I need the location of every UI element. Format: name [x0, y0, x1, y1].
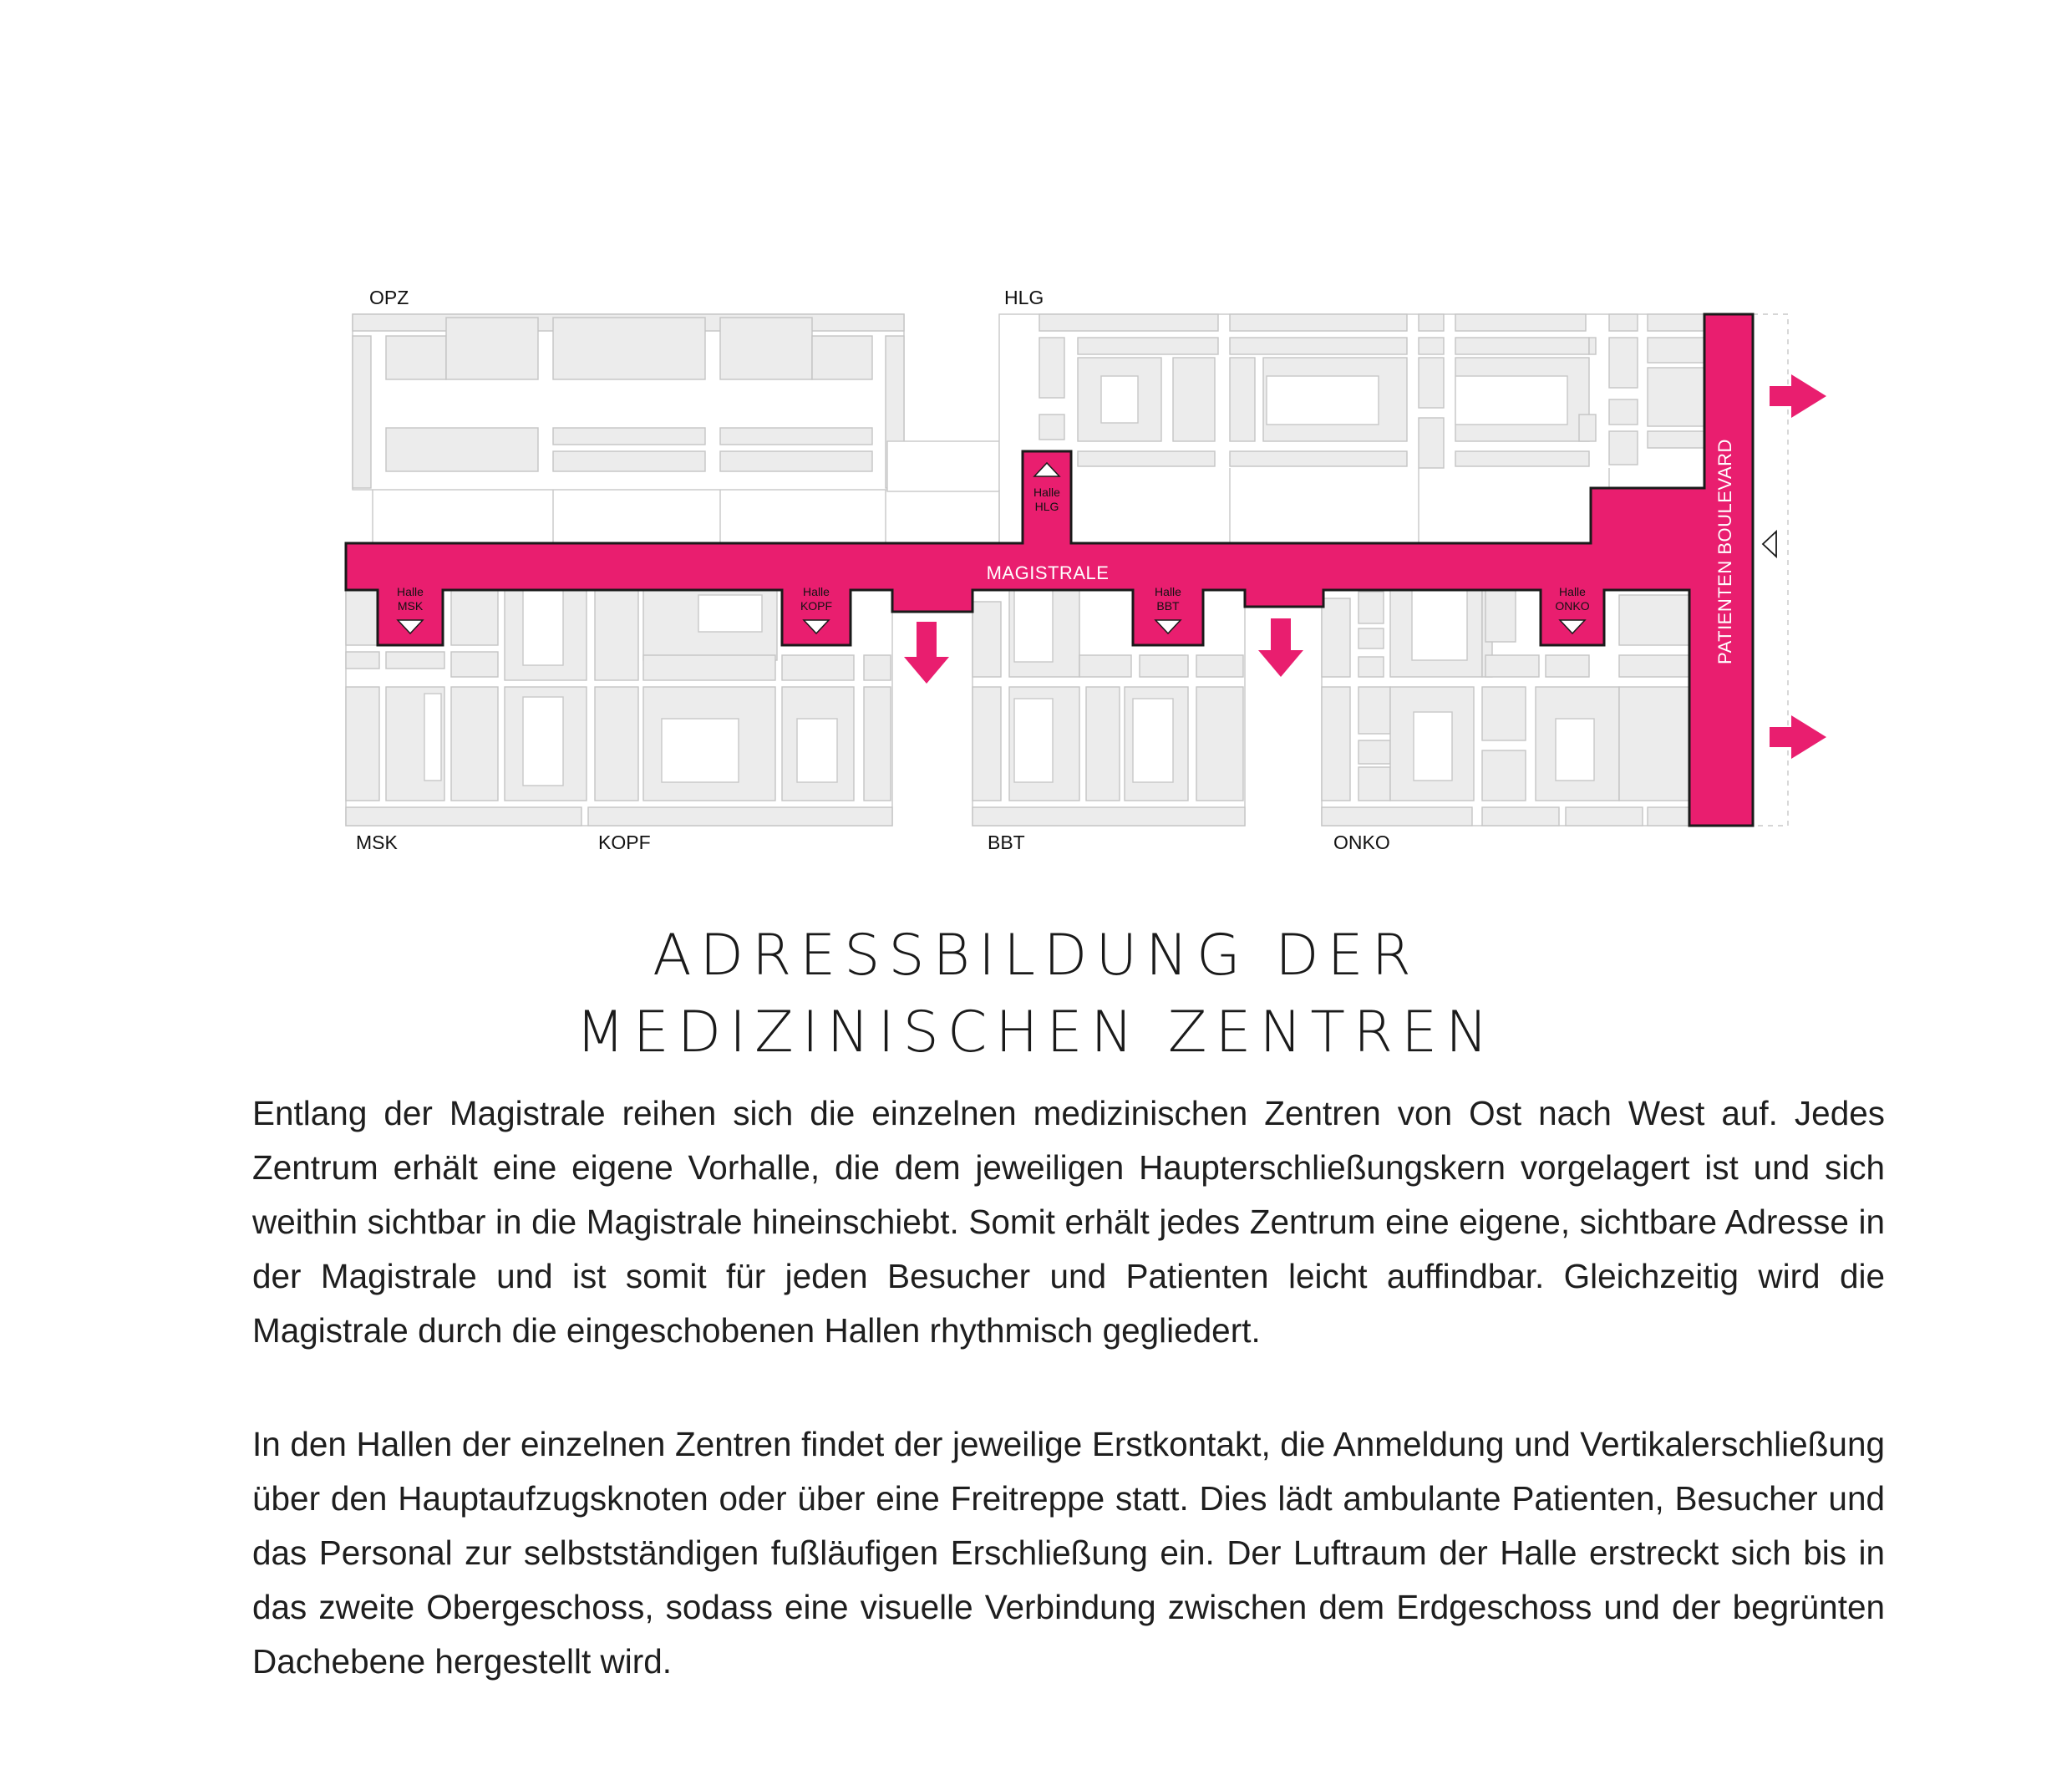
- arrow-down-icon: [904, 622, 949, 684]
- zone-label-kopf: KOPF: [598, 832, 651, 853]
- entrance-triangle-outline-icon: [1763, 532, 1776, 557]
- block-opz: [353, 314, 904, 543]
- hall-name: HLG: [1034, 500, 1059, 513]
- hall-label: Halle: [803, 585, 830, 598]
- boulevard-label: PATIENTEN BOULEVARD: [1714, 439, 1735, 664]
- title-line-2: MEDIZINISCHEN ZENTREN: [576, 999, 1496, 1066]
- bridge: [887, 441, 999, 491]
- title-line-1: ADRESSBILDUNG DER: [653, 922, 1419, 989]
- zone-label-bbt: BBT: [988, 832, 1025, 853]
- zone-label-onko: ONKO: [1333, 832, 1390, 853]
- hall-label: Halle: [1155, 585, 1181, 598]
- body-paragraph-2: In den Hallen der einzelnen Zentren findet der jeweilige Erstkontakt, die Anmeldung und Vertikalerschließung über den Hauptaufzugsknoten oder über eine Freitreppe statt. Dies lädt ambulante Patienten, Besucher und das Personal zur selbstständigen fußläufigen Erschließung ein. Der Luftraum der Halle erstreckt sich bis in das zweite Obergeschoss, sodass eine visuelle Verbindung zwischen dem Erdgeschoss und der begrünten Dachebene hergestellt wird.: [252, 1425, 1885, 1681]
- hall-name: BBT: [1156, 599, 1180, 613]
- hall-name: MSK: [397, 599, 424, 613]
- hall-label: Halle: [1033, 486, 1060, 499]
- zone-label-hlg: HLG: [1004, 287, 1044, 308]
- hall-name: ONKO: [1555, 599, 1590, 613]
- hall-name: KOPF: [800, 599, 833, 613]
- body-paragraph-1: Entlang der Magistrale reihen sich die einzelnen medizinischen Zentren von Ost nach West auf. Jedes Zentrum erhält eine eigene Vorhalle, die dem jeweiligen Haupterschließungskern vorgelagert ist und sich weithin sichtbar in die Magistrale hineinschiebt. Somit erhält jedes Zentrum eine eigene, sichtbare Adresse in der Magistrale und ist somit für jeden Besucher und Patienten leicht auffindbar. Gleichzeitig wird die Magistrale durch die eingeschobenen Hallen rhythmisch gegliedert.: [252, 1094, 1885, 1350]
- block-onko: [1322, 590, 1696, 826]
- arrow-right-icon: [1770, 715, 1826, 759]
- arrow-right-icon: [1770, 374, 1826, 418]
- site-plan: [0, 0, 2072, 869]
- zone-label-msk: MSK: [356, 832, 398, 853]
- hall-label: Halle: [397, 585, 424, 598]
- magistrale-label: MAGISTRALE: [986, 562, 1110, 583]
- hall-label: Halle: [1559, 585, 1586, 598]
- arrow-down-icon: [1258, 618, 1303, 677]
- page-title: [0, 918, 2072, 1071]
- zone-label-opz: OPZ: [369, 287, 409, 308]
